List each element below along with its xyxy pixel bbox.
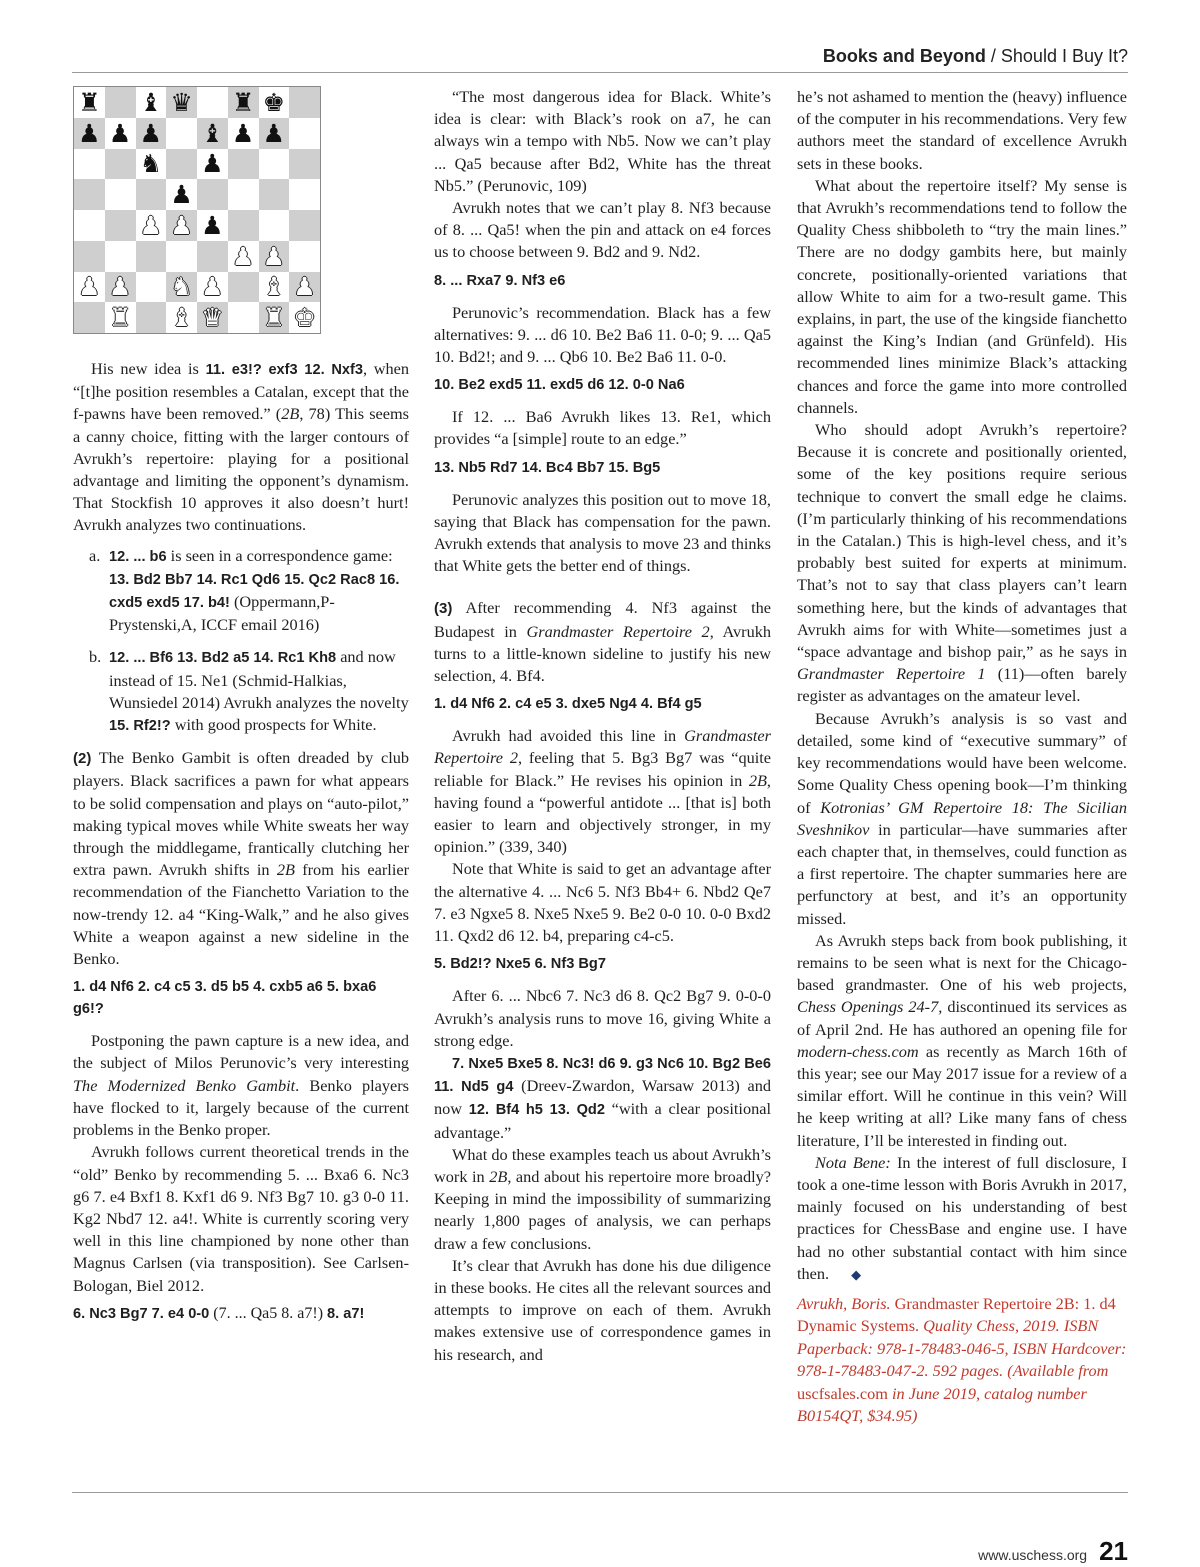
paragraph: Nota Bene: In the interest of full disclosure, I took a one-time lesson with Boris Avrukh in 2017, mainly focused on his understanding of best practices for ChessBase and engine use. I have had no other substantial contact with him since then. ◆	[797, 1152, 1127, 1287]
book-source: Avrukh, Boris. Grandmaster Repertoire 2B: 1. d4 Dynamic Systems. Quality Chess, 2019. ISBN Paperback: 978-1-78483-046-5, ISBN Hardcover: 978-1-78483-047-2. 592 pages. (Available from uscfsales.com in June 2019, catalog number B0154QT, $34.95)	[797, 1293, 1127, 1425]
paragraph: What do these examples teach us about Avrukh’s work in 2B, and about his repertoire more broadly? Keeping in mind the impossibility of summarizing nearly 1,800 pages of analysis, we can perhaps draw a few conclusions.	[434, 1144, 772, 1253]
black-queen-icon: ♛	[170, 87, 193, 117]
header-separator: /	[985, 46, 1001, 66]
white-rook-icon: ♜	[262, 303, 286, 333]
board-square	[228, 302, 259, 333]
paragraph: His new idea is 11. e3!? exf3 12. Nxf3, when “[t]he position resembles a Catalan, except that the f-pawns have been removed.” (2B, 78) This seems a canny choice, fitting with the larger contours of Avrukh’s repertoire: playing for a positional advantage and limiting the opponent’s dynamism. That Stockfish 10 approves it also doesn’t hurt! Avrukh analyzes two continuations.	[73, 359, 409, 535]
board-square	[105, 179, 136, 210]
board-square	[136, 118, 167, 149]
move-line: 1. d4 Nf6 2. c4 c5 3. d5 b5 4. cxb5 a6 5. bxa6 g6!?	[73, 979, 377, 1018]
paragraph: Avrukh notes that we can’t play 8. Nf3 because of 8. ... Qa5! when the pin and attack on e4 forces us to choose between 9. Bd2 and 9. Nd2.	[434, 198, 771, 262]
footer-rule	[72, 1492, 1128, 1493]
page-number: 21	[1099, 1536, 1128, 1566]
board-square	[289, 302, 320, 333]
paragraph: “The most dangerous idea for Black. White’s idea is clear: with Black’s rook on a7, he can always win a tempo with Nb5. Now we can’t play ... Qa5 because after Bd2, White has the threat Nb5.” (Perunovic, 109)	[434, 87, 771, 195]
board-square	[197, 241, 228, 272]
black-bishop-icon: ♝	[139, 87, 163, 117]
board-square	[228, 118, 259, 149]
board-square	[74, 118, 105, 149]
board-square	[74, 302, 105, 333]
board-square	[136, 149, 167, 180]
black-pawn-icon: ♟	[108, 118, 132, 148]
board-square	[105, 210, 136, 241]
header-title: Should I Buy It?	[1000, 46, 1128, 66]
black-pawn-icon: ♟	[78, 118, 101, 148]
board-square	[74, 87, 105, 118]
board-square	[289, 118, 320, 149]
board-square	[105, 241, 136, 272]
paragraph: (2) The Benko Gambit is often dreaded by club players. Black sacrifices a pawn for what appears to be solid compensation and plays on “auto-pilot,” making typical moves while White sweats her way through the middlegame, frantically clutching her extra pawn. Avrukh shifts in 2B from his earlier recommendation of the Fianchetto Variation to the now-trendy 12. a4 “King-Walk,” and he also gives White a weapon against a new sideline in the Benko.	[73, 748, 409, 969]
white-pawn-icon: ♟	[293, 272, 316, 302]
paragraph: What about the repertoire itself? My sense is that Avrukh’s recommendations tend to follow the Quality Chess shibboleth to “try the main lines.” There are no dodgy gambits here, but mainly concrete, positionally-oriented variations that allow White to aim for a two-result game. This explains, in part, the use of the kingside fianchetto against the King’s Indian (and Grünfeld). His recommended lines minimize Black’s attacking chances and force the game into more controlled channels.	[797, 175, 1127, 417]
paragraph: After 6. ... Nbc6 7. Nc3 d6 8. Qc2 Bg7 9. 0-0-0 Avrukh’s analysis runs to move 16, giving White a strong edge.	[434, 986, 771, 1050]
board-square	[228, 87, 259, 118]
board-square	[197, 149, 228, 180]
section-name: Books and Beyond	[822, 46, 986, 66]
black-pawn-icon: ♟	[201, 149, 224, 179]
black-pawn-icon: ♟	[262, 118, 286, 148]
board-square	[74, 149, 105, 180]
paragraph: he’s not ashamed to mention the (heavy) influence of the computer in his recommendations. Very few authors meet the standard of excellence Avrukh sets in these books.	[797, 87, 1127, 173]
white-rook-icon: ♜	[108, 303, 132, 333]
board-square	[197, 87, 228, 118]
board-square	[166, 87, 197, 118]
black-pawn-icon: ♟	[139, 118, 163, 148]
board-square	[74, 241, 105, 272]
white-pawn-icon: ♟	[231, 241, 255, 271]
white-queen-icon: ♛	[201, 303, 224, 333]
list-item: b. 12. ... Bf6 13. Bd2 a5 14. Rc1 Kh8 and now instead of 15. Ne1 (Schmid-Halkias, Wunsiedel 2014) Avrukh analyzes the novelty 15. Rf2!? with good prospects for White.	[89, 647, 409, 735]
move-line: 10. Be2 exd5 11. exd5 d6 12. 0-0 Na6	[434, 377, 685, 394]
column-1	[73, 86, 409, 1335]
board-square	[259, 210, 290, 241]
white-bishop-icon: ♝	[262, 272, 286, 302]
paragraph: Perunovic analyzes this position out to move 18, saying that Black has compensation for the pawn. Avrukh extends that analysis to move 23 and thinks that White gets the better end of things.	[434, 489, 771, 576]
white-king-icon: ♚	[293, 303, 316, 333]
board-square	[289, 149, 320, 180]
board-square	[166, 272, 197, 303]
board-square	[259, 302, 290, 333]
white-pawn-icon: ♟	[201, 272, 224, 302]
board-square	[166, 149, 197, 180]
paragraph: Who should adopt Avrukh’s repertoire? Because it is concrete and positionally oriented, some of the key positions require serious technique to convert the small edge he claims. (I’m particularly thinking of his recommendations in the Catalan.) This is high-level chess, and it’s probably best suited for experts at minimum. That’s not to say that class players can’t learn something here, but the kinds of advantages that Avrukh aims for with White—sometimes just a “space advantage and bishop pair,” as he says in Grandmaster Repertoire 1 (11)—often barely register as advantages on the amateur level.	[797, 420, 1127, 706]
board-square	[105, 87, 136, 118]
board-square	[136, 87, 167, 118]
black-rook-icon: ♜	[78, 87, 101, 117]
board-square	[74, 210, 105, 241]
paragraph: It’s clear that Avrukh has done his due diligence in these books. He cites all the relevant sources and attempts to improve on each of them. Avrukh makes extensive use of correspondence games in his research, and	[434, 1255, 771, 1364]
board-square	[259, 272, 290, 303]
board-square	[136, 241, 167, 272]
board-square	[136, 210, 167, 241]
board-square	[259, 87, 290, 118]
black-rook-icon: ♜	[231, 87, 255, 117]
paragraph: Avrukh follows current theoretical trends in the “old” Benko by recommending 5. ... Bxa6 6. Nc3 g6 7. e4 Bxf1 8. Kxf1 d6 9. Nf3 Bg7 10. g3 0-0 11. Kg2 Nbd7 12. a4!. White is currently scoring very well in this line championed by none other than Magnus Carlsen (via transposition). See Carlsen-Bologan, Biel 2012.	[73, 1142, 409, 1295]
board-square	[136, 179, 167, 210]
white-pawn-icon: ♟	[108, 272, 132, 302]
board-square	[197, 302, 228, 333]
header-rule	[72, 72, 1128, 73]
board-square	[166, 179, 197, 210]
white-bishop-icon: ♝	[170, 303, 193, 333]
black-bishop-icon: ♝	[201, 118, 224, 148]
black-pawn-icon: ♟	[231, 118, 255, 148]
board-square	[197, 179, 228, 210]
paragraph: Avrukh had avoided this line in Grandmaster Repertoire 2, feeling that 5. Bg3 Bg7 was “quite reliable for Black.” He revises his opinion in 2B, having found a “powerful antidote ... [that is] both easier to learn and objectively stronger, in my opinion.” (339, 340)	[434, 726, 771, 857]
white-pawn-icon: ♟	[262, 241, 286, 271]
board-square	[289, 272, 320, 303]
column-3	[797, 86, 1127, 1427]
move-line: 6. Nc3 Bg7 7. e4 0-0 (7. ... Qa5 8. a7!) 8. a7!	[73, 1304, 365, 1322]
paragraph: If 12. ... Ba6 Avrukh likes 13. Re1, which provides “a [simple] route to an edge.”	[434, 407, 771, 449]
board-square	[228, 210, 259, 241]
board-square	[197, 210, 228, 241]
board-square	[289, 241, 320, 272]
board-square	[105, 302, 136, 333]
board-square	[259, 179, 290, 210]
black-pawn-icon: ♟	[170, 180, 193, 210]
board-square	[166, 210, 197, 241]
move-line: 8. ... Rxa7 9. Nf3 e6	[434, 272, 566, 289]
board-square	[259, 149, 290, 180]
paragraph: (3) After recommending 4. Nf3 against the Budapest in Grandmaster Repertoire 2, Avrukh turns to a little-known sideline to justify his new selection, 4. Bf4.	[434, 598, 771, 686]
page-header	[823, 46, 1128, 67]
board-square	[74, 272, 105, 303]
list-item: a. 12. ... b6 is seen in a correspondence game: 13. Bd2 Bb7 14. Rc1 Qd6 15. Qc2 Rac8 16. cxd5 exd5 17. b4! (Oppermann,P-Prystenski,A, ICCF email 2016)	[89, 545, 400, 635]
black-pawn-icon: ♟	[201, 210, 224, 240]
variation-list	[89, 545, 409, 738]
paragraph: 7. Nxe5 Bxe5 8. Nc3! d6 9. g3 Nc6 10. Bg2 Be6 11. Nd5 g4 (Dreev-Zwardon, Warsaw 2013) and now 12. Bf4 h5 13. Qd2 “with a clear positional advantage.”	[434, 1055, 771, 1142]
paragraph: Postponing the pawn capture is a new idea, and the subject of Milos Perunovic’s very interesting The Modernized Benko Gambit. Benko players have flocked to it, largely because of the current problems in the Benko proper.	[73, 1031, 410, 1140]
white-knight-icon: ♞	[170, 272, 193, 302]
board-square	[105, 149, 136, 180]
board-square	[289, 87, 320, 118]
board-square	[197, 272, 228, 303]
board-square	[228, 241, 259, 272]
paragraph: Because Avrukh’s analysis is so vast and detailed, some kind of “executive summary” of key recommendations would have been welcome. Some Quality Chess opening book—I’m thinking of Kotronias’ GM Repertoire 18: The Sicilian Sveshnikov in particular—have summaries after each chapter that, in themselves, could function as a first repertoire. The chapter summaries here are perfunctory at best, and it’s an opportunity missed.	[797, 708, 1127, 928]
move-line: 1. d4 Nf6 2. c4 e5 3. dxe5 Ng4 4. Bf4 g5	[434, 696, 702, 713]
board-square	[259, 241, 290, 272]
board-square	[166, 302, 197, 333]
board-square	[259, 118, 290, 149]
black-king-icon: ♚	[262, 87, 286, 117]
board-square	[105, 118, 136, 149]
board-square	[228, 272, 259, 303]
paragraph: As Avrukh steps back from book publishing, it remains to be seen what is next for the Chicago-based grandmaster. One of his web projects, Chess Openings 24-7, discontinued its services as of April 2nd. He has authored an opening file for modern-chess.com as recently as March 16th of this year; see our May 2017 issue for a review of a similar effort. Will he continue in this vein? Will he keep writing at all? Like many fans of chess literature, I’ll be interested in finding out.	[797, 930, 1127, 1150]
paragraph: Perunovic’s recommendation. Black has a few alternatives: 9. ... d6 10. Be2 Ba6 11. 0-0; 9. ... Qa5 10. Bd2!; and 9. ... Qb6 10. Be2 Ba6 11. 0-0.	[434, 302, 771, 367]
white-pawn-icon: ♟	[170, 210, 193, 240]
board-square	[228, 149, 259, 180]
footer-url: www.uschess.org	[978, 1547, 1088, 1563]
move-line: 13. Nb5 Rd7 14. Bc4 Bb7 15. Bg5	[434, 459, 661, 476]
column-2	[434, 86, 771, 1366]
white-pawn-icon: ♟	[139, 210, 163, 240]
board-square	[136, 272, 167, 303]
white-pawn-icon: ♟	[78, 272, 101, 302]
board-square	[105, 272, 136, 303]
chess-logo-icon: ◆	[851, 1267, 862, 1283]
paragraph: Note that White is said to get an advantage after the alternative 4. ... Nc6 5. Nf3 Bb4+ 6. Nbd2 Qe7 7. e3 Ngxe5 8. Nxe5 Nxe5 9. Be2 0-0 10. 0-0 Bxd2 11. Qxd2 d6 12. b4, preparing c4-c5.	[434, 859, 771, 946]
black-knight-icon: ♞	[139, 149, 163, 179]
move-line: 5. Bd2!? Nxe5 6. Nf3 Bg7	[434, 956, 606, 973]
board-square	[166, 241, 197, 272]
board-square	[228, 179, 259, 210]
board-square	[289, 179, 320, 210]
board-square	[136, 302, 167, 333]
board-square	[74, 179, 105, 210]
chess-diagram	[73, 86, 321, 334]
board-square	[166, 118, 197, 149]
board-square	[289, 210, 320, 241]
page-footer	[978, 1536, 1128, 1567]
board-square	[197, 118, 228, 149]
